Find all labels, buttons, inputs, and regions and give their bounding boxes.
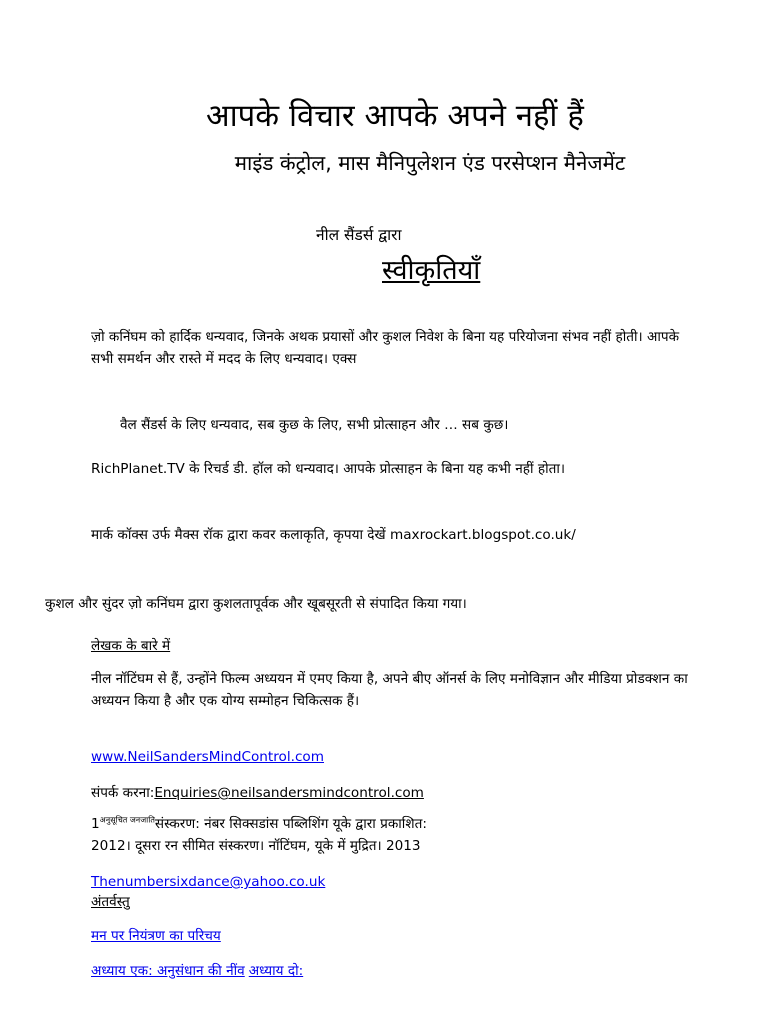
toc-line-2 bbox=[91, 960, 691, 982]
about-author-heading: लेखक के बारे में bbox=[91, 638, 171, 654]
book-subtitle: माइंड कंट्रोल, मास मैनिपुलेशन एंड परसेप्शन मैनेजमेंट bbox=[234, 151, 626, 175]
contact-label: संपर्क करना: bbox=[91, 785, 155, 801]
contents-heading: अंतर्वस्तु bbox=[91, 894, 130, 910]
acknowledgements-heading: स्वीकृतियाँ bbox=[382, 255, 481, 286]
edition-info bbox=[91, 813, 691, 857]
ack-paragraph-1: ज़ो कनिंघम को हार्दिक धन्यवाद, जिनके अथक प्रयासों और कुशल निवेश के बिना यह परियोजना संभव नहीं होती। आपके सभी समर्थन और रास्ते में मदद के लिए धन्यवाद। एक्स bbox=[91, 329, 680, 367]
contact-email[interactable]: Enquiries@neilsandersmindcontrol.com bbox=[154, 785, 424, 801]
toc-item-chapter-2[interactable]: अध्याय दो: bbox=[248, 963, 304, 979]
edition-superscript: अनुसूचित जनजाति bbox=[99, 815, 155, 825]
toc-item-chapter-1[interactable]: अध्याय एक: अनुसंधान की नींव bbox=[91, 963, 245, 979]
email-link[interactable]: Thenumbersixdance@yahoo.co.uk bbox=[91, 874, 326, 890]
website-link[interactable]: www.NeilSandersMindControl.com bbox=[91, 749, 324, 765]
author-line: नील सैंडर्स द्वारा bbox=[316, 226, 402, 244]
ack-paragraph-2: वैल सैंडर्स के लिए धन्यवाद, सब कुछ के लिए, सभी प्रोत्साहन और … सब कुछ। bbox=[120, 417, 509, 433]
about-author-text: नील नॉटिंघम से हैं, उन्होंने फिल्म अध्ययन में एमए किया है, अपने बीए ऑनर्स के लिए मनोविज्ञान और मीडिया प्रोडक्शन का अध्ययन किया है और एक योग्य सम्मोहन चिकित्सक हैं। bbox=[91, 671, 688, 709]
ack-paragraph-3: RichPlanet.TV के रिचर्ड डी. हॉल को धन्यवाद। आपके प्रोत्साहन के बिना यह कभी नहीं होता। bbox=[91, 461, 566, 477]
ack-paragraph-5: कुशल और सुंदर ज़ो कनिंघम द्वारा कुशलतापूर्वक और खूबसूरती से संपादित किया गया। bbox=[45, 596, 467, 612]
ack-paragraph-4: मार्क कॉक्स उर्फ मैक्स रॉक द्वारा कवर कलाकृति, कृपया देखें maxrockart.blogspot.co.uk/ bbox=[91, 527, 576, 543]
contact-line bbox=[91, 782, 691, 804]
edition-text-line-1: संस्करण: नंबर सिक्सडांस पब्लिशिंग यूके द्वारा प्रकाशित: bbox=[154, 816, 427, 832]
toc-item-intro[interactable]: मन पर नियंत्रण का परिचय bbox=[91, 928, 221, 944]
edition-number: 1 bbox=[91, 816, 100, 832]
book-title: आपके विचार आपके अपने नहीं हैं bbox=[206, 98, 584, 134]
edition-text-line-2: 2012। दूसरा रन सीमित संस्करण। नॉटिंघम, यूके में मुद्रित। 2013 bbox=[91, 838, 421, 854]
